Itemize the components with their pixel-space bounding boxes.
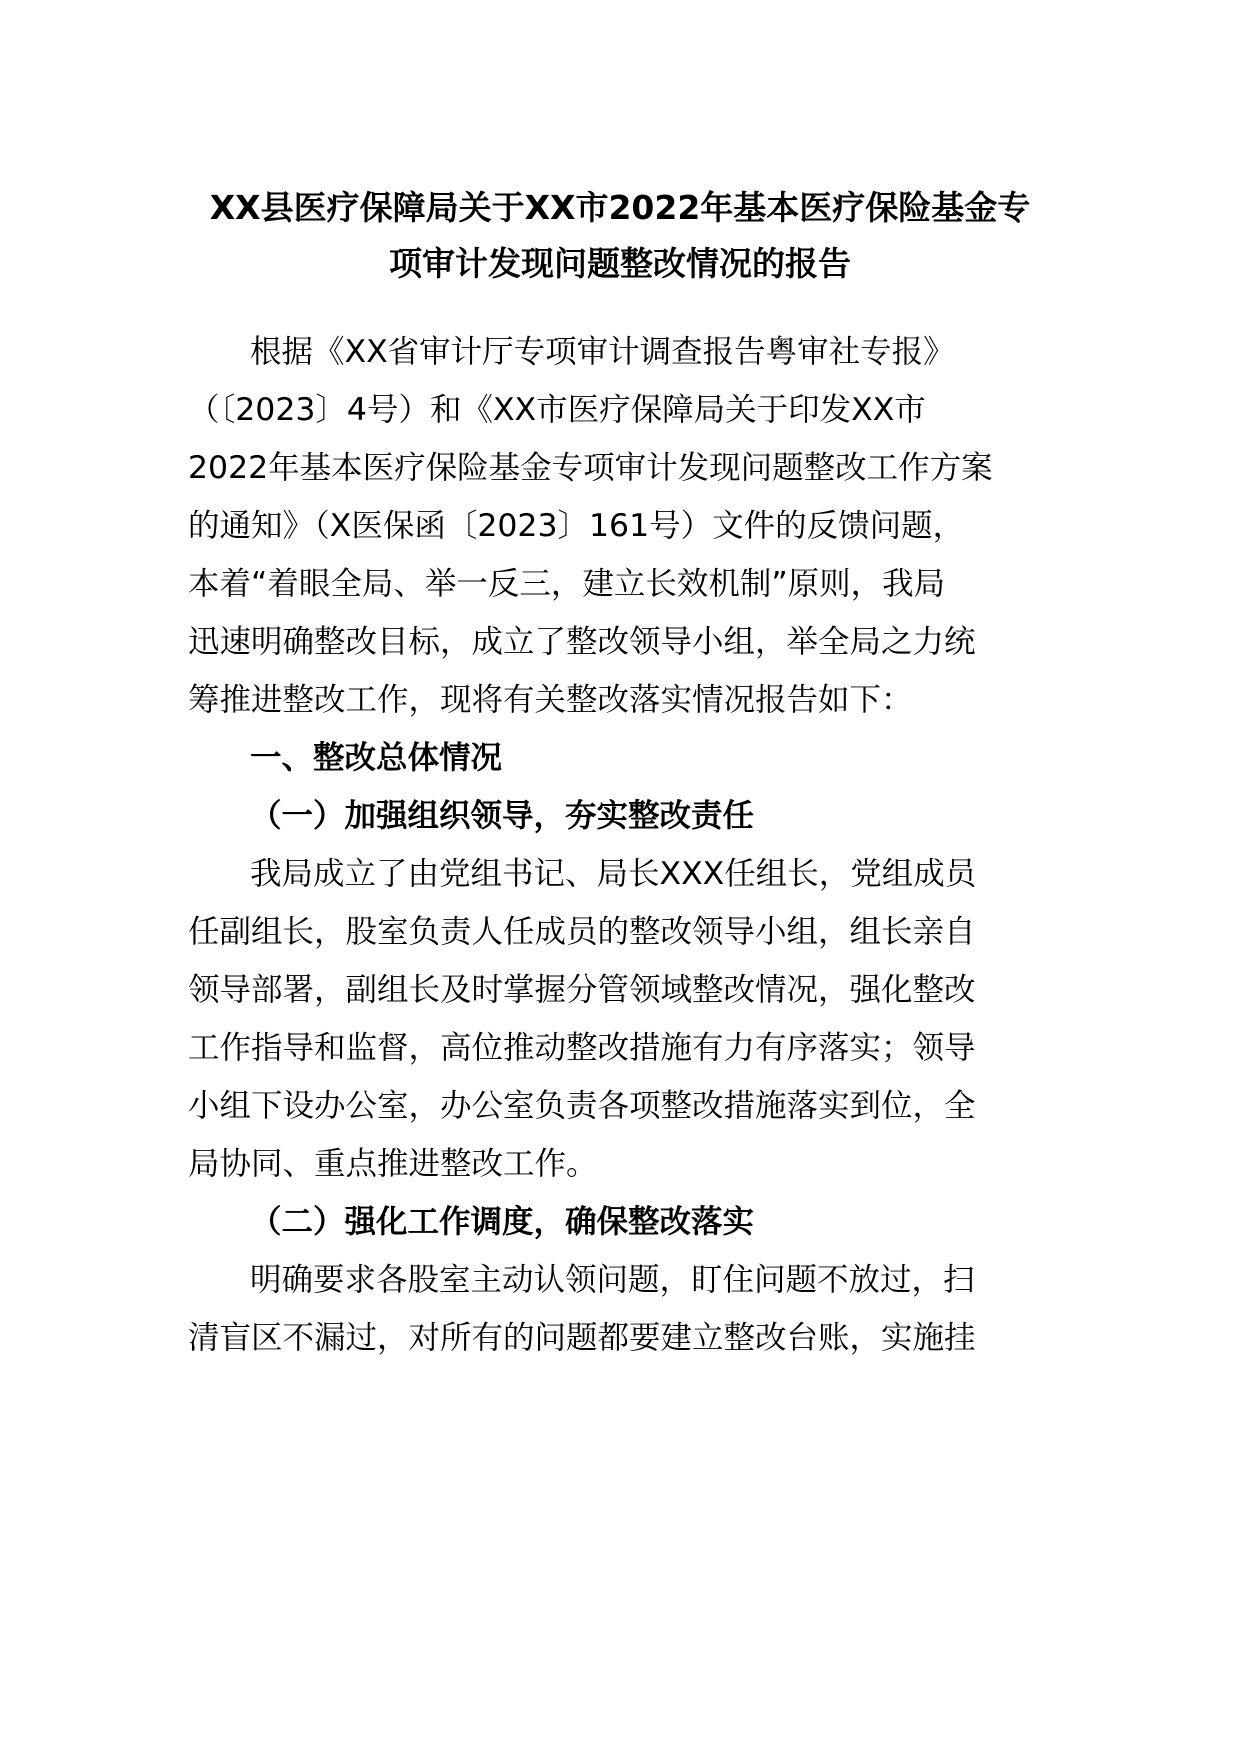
intro-line: （〔2023〕4号）和《XX市医疗保障局关于印发XX市 (188, 392, 926, 428)
subsection-heading: （二）强化工作调度，确保整改落实 (250, 1204, 755, 1240)
paragraph-line: 我局成立了由党组书记、局长XXX任组长，党组成员 (250, 856, 977, 892)
section-heading: 一、整改总体情况 (250, 740, 503, 776)
paragraph-line: 任副组长，股室负责人任成员的整改领导小组，组长亲自 (188, 914, 976, 950)
intro-line: 2022年基本医疗保险基金专项审计发现问题整改工作方案 (188, 450, 993, 486)
subsection-heading: （一）加强组织领导，夯实整改责任 (250, 798, 755, 834)
paragraph-line: 局协同、重点推进整改工作。 (188, 1146, 598, 1182)
intro-line: 本着“着眼全局、举一反三，建立长效机制”原则，我局 (188, 566, 946, 602)
paragraph-line: 工作指导和监督，高位推动整改措施有力有序落实；领导 (188, 1030, 976, 1066)
intro-line: 根据《XX省审计厅专项审计调查报告粤审社专报》 (250, 334, 955, 370)
paragraph-line: 清盲区不漏过，对所有的问题都要建立整改台账，实施挂 (188, 1320, 976, 1356)
paragraph-line: 小组下设办公室，办公室负责各项整改措施落实到位，全 (188, 1088, 976, 1124)
paragraph-line: 明确要求各股室主动认领问题，盯住问题不放过，扫 (250, 1262, 975, 1298)
document-title-line-1: XX县医疗保障局关于XX市2022年基本医疗保险基金专 (209, 188, 1031, 227)
intro-line: 迅速明确整改目标，成立了整改领导小组，举全局之力统 (188, 624, 976, 660)
paragraph-line: 领导部署，副组长及时掌握分管领域整改情况，强化整改 (188, 972, 976, 1008)
intro-line: 筹推进整改工作，现将有关整改落实情况报告如下： (188, 682, 913, 718)
document-title-line-2: 项审计发现问题整改情况的报告 (389, 244, 851, 283)
intro-line: 的通知》（X医保函〔2023〕161号）文件的反馈问题， (188, 508, 965, 544)
